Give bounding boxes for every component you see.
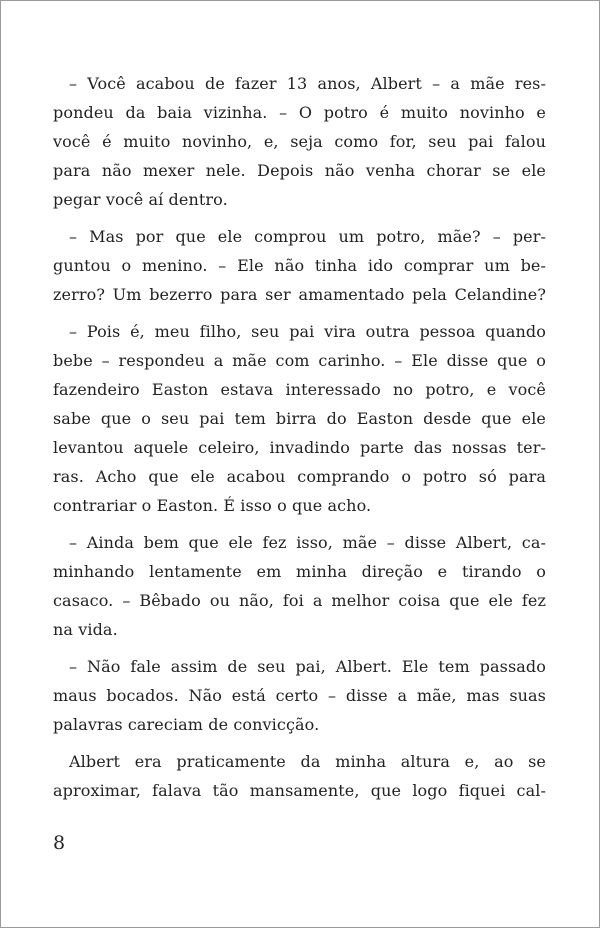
- text-line: – Não fale assim de seu pai, Albert. Ele tem passado: [69, 657, 546, 676]
- text-line: – Você acabou de fazer 13 anos, Albert – a mãe res-: [69, 74, 546, 93]
- text-line: palavras careciam de convicção.: [53, 715, 320, 734]
- paragraph: [53, 69, 546, 214]
- text-line: guntou o menino. – Ele não tinha ido comprar um be-: [53, 256, 546, 275]
- text-line: casaco. – Bêbado ou não, foi a melhor coisa que ele fez: [53, 591, 546, 610]
- text-line: – Ainda bem que ele fez isso, mãe – disse Albert, ca-: [69, 533, 546, 552]
- text-line: – Pois é, meu filho, seu pai vira outra pessoa quando: [69, 322, 546, 341]
- text-line: você é muito novinho, e, seja como for, seu pai falou: [53, 132, 546, 151]
- text-line: na vida.: [53, 620, 118, 639]
- text-line: fazendeiro Easton estava interessado no potro, e você: [53, 380, 546, 399]
- text-line: Albert era praticamente da minha altura e, ao se: [69, 752, 546, 771]
- body-text: [53, 69, 546, 805]
- paragraph: [53, 317, 546, 520]
- text-line: ras. Acho que ele acabou comprando o potro só para: [53, 467, 546, 486]
- text-line: – Mas por que ele comprou um potro, mãe? – per-: [69, 227, 546, 246]
- text-line: bebe – respondeu a mãe com carinho. – Ele disse que o: [53, 351, 546, 370]
- text-line: levantou aquele celeiro, invadindo parte das nossas ter-: [53, 438, 546, 457]
- text-line: para não mexer nele. Depois não venha chorar se ele: [53, 161, 546, 180]
- text-line: minhando lentamente em minha direção e tirando o: [53, 562, 546, 581]
- paragraph: [53, 652, 546, 739]
- text-line: sabe que o seu pai tem birra do Easton desde que ele: [53, 409, 546, 428]
- text-line: pegar você aí dentro.: [53, 190, 228, 209]
- paragraph: [53, 747, 546, 805]
- text-line: maus bocados. Não está certo – disse a mãe, mas suas: [53, 686, 546, 705]
- text-line: contrariar o Easton. É isso o que acho.: [53, 496, 372, 515]
- page-number: 8: [53, 832, 66, 854]
- text-line: aproximar, falava tão mansamente, que logo fiquei cal-: [53, 781, 546, 800]
- text-line: zerro? Um bezerro para ser amamentado pela Celandine?: [53, 285, 546, 304]
- text-line: pondeu da baia vizinha. – O potro é muito novinho e: [53, 103, 546, 122]
- paragraph: [53, 222, 546, 309]
- paragraph: [53, 528, 546, 644]
